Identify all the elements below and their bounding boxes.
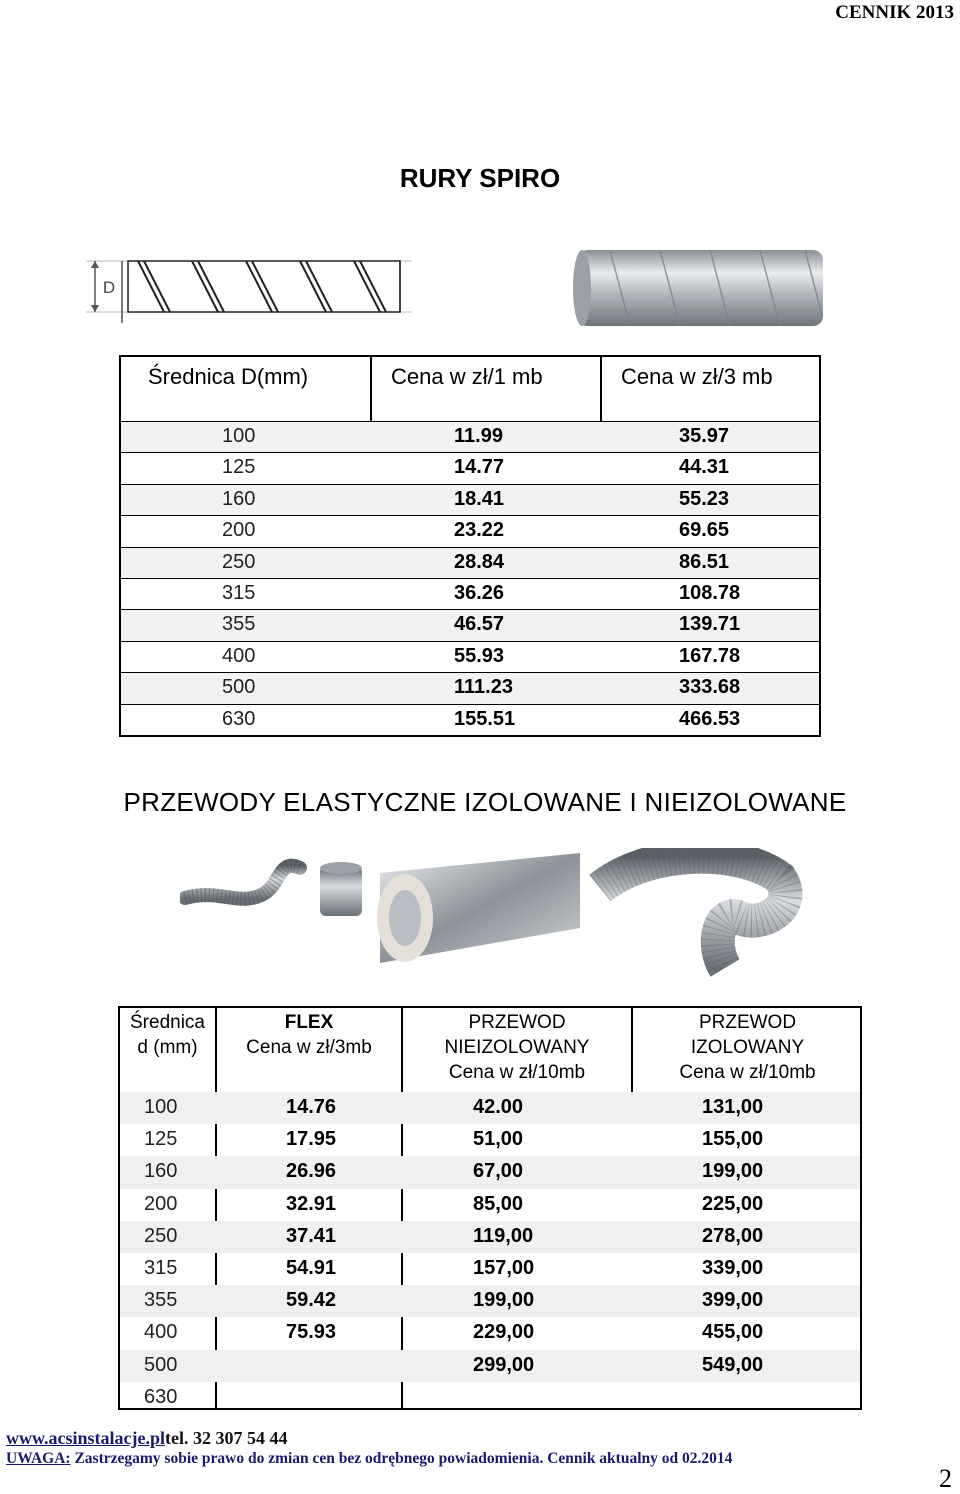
cell-diameter: 125 xyxy=(222,456,256,479)
cell-insulated: 399,00 xyxy=(702,1289,764,1312)
warning-text: Zastrzegamy sobie prawo do zmian cen bez odrębnego powiadomienia. Cennik aktualny od 02.2014 xyxy=(70,1450,733,1467)
cell-price-1mb: 46.57 xyxy=(454,613,505,636)
cell-diameter: 500 xyxy=(144,1353,178,1376)
table-body xyxy=(120,1092,860,1414)
warning-label: UWAGA: xyxy=(6,1450,71,1467)
cell-insulated: 225,00 xyxy=(702,1192,764,1215)
table-row xyxy=(121,421,819,452)
header-diameter: Średnica D(mm) xyxy=(148,364,309,389)
table-row xyxy=(120,1156,860,1188)
cell-diameter: 200 xyxy=(222,519,256,542)
header-uninsulated: PRZEWOD NIEIZOLOWANY Cena w zł/10mb xyxy=(444,1012,590,1083)
table-row xyxy=(120,1221,860,1253)
cell-uninsulated: 199,00 xyxy=(473,1289,535,1312)
table-row xyxy=(121,641,819,672)
cell-flex: 14.76 xyxy=(286,1096,337,1118)
cell-uninsulated: 42.00 xyxy=(473,1096,524,1118)
table-row xyxy=(120,1317,860,1349)
cell-price-1mb: 18.41 xyxy=(454,487,505,510)
table-row xyxy=(121,672,819,703)
cell-insulated: 199,00 xyxy=(702,1160,764,1183)
table-row xyxy=(121,484,819,515)
cell-price-3mb: 44.31 xyxy=(679,456,730,479)
table-row xyxy=(121,704,819,735)
phone-number: tel. 32 307 54 44 xyxy=(165,1428,288,1448)
cell-uninsulated: 119,00 xyxy=(473,1224,534,1247)
cell-diameter: 630 xyxy=(222,707,256,730)
cell-diameter: 355 xyxy=(144,1289,178,1312)
header-price-3mb: Cena w zł/3 mb xyxy=(621,364,773,389)
table-body xyxy=(121,421,819,735)
cell-price-3mb: 55.23 xyxy=(679,487,730,510)
header-price-1mb: Cena w zł/1 mb xyxy=(391,364,543,389)
cell-uninsulated: 67,00 xyxy=(473,1160,524,1183)
cell-diameter: 355 xyxy=(222,613,256,636)
cell-diameter: 125 xyxy=(144,1128,178,1151)
header-insulated: PRZEWOD IZOLOWANY Cena w zł/10mb xyxy=(679,1012,816,1083)
document-header: CENNIK 2013 xyxy=(835,2,954,23)
table-row xyxy=(121,578,819,609)
cell-flex: 32.91 xyxy=(286,1192,337,1215)
flexible-duct-price-table xyxy=(118,1006,862,1410)
cell-price-3mb: 86.51 xyxy=(679,550,730,573)
cell-price-3mb: 139.71 xyxy=(679,613,741,636)
cell-price-1mb: 36.26 xyxy=(454,581,505,604)
cell-diameter: 160 xyxy=(222,487,256,510)
table-row xyxy=(120,1350,860,1382)
website-link[interactable]: www.acsinstalacje.pl xyxy=(6,1428,165,1448)
table-header xyxy=(121,357,819,422)
cell-insulated: 131,00 xyxy=(702,1096,764,1118)
cell-diameter: 400 xyxy=(144,1321,178,1344)
column-divider xyxy=(600,357,602,422)
cell-uninsulated: 85,00 xyxy=(473,1192,524,1215)
section-title-flexible: PRZEWODY ELASTYCZNE IZOLOWANE I NIEIZOLOWANE xyxy=(123,787,847,817)
cell-price-3mb: 333.68 xyxy=(679,676,741,699)
cell-flex: 17.95 xyxy=(286,1128,337,1151)
cell-uninsulated: 299,00 xyxy=(473,1353,535,1376)
cell-diameter: 160 xyxy=(144,1160,178,1183)
cell-uninsulated: 229,00 xyxy=(473,1321,535,1344)
cell-flex: 54.91 xyxy=(286,1256,337,1279)
table-row xyxy=(120,1253,860,1285)
section-title-spiro: RURY SPIRO xyxy=(399,163,561,193)
cell-insulated: 339,00 xyxy=(702,1256,764,1279)
table-row xyxy=(121,547,819,578)
cell-price-3mb: 69.65 xyxy=(679,519,730,542)
cell-insulated: 455,00 xyxy=(702,1321,764,1344)
cell-insulated: 549,00 xyxy=(702,1353,764,1376)
column-divider xyxy=(370,357,372,422)
cell-price-1mb: 28.84 xyxy=(454,550,505,573)
flexible-ducts-photo xyxy=(180,848,820,978)
cell-diameter: 100 xyxy=(222,425,256,447)
cell-flex: 59.42 xyxy=(286,1289,337,1312)
cell-diameter: 250 xyxy=(144,1224,178,1247)
header-flex: FLEX Cena w zł/3mb xyxy=(246,1012,372,1058)
spiro-price-table xyxy=(119,355,821,737)
cell-flex: 26.96 xyxy=(286,1160,337,1183)
header-diameter: Średnica d (mm) xyxy=(130,1012,205,1058)
table-row xyxy=(120,1382,860,1414)
cell-price-1mb: 14.77 xyxy=(454,456,505,479)
page-number: 2 xyxy=(939,1464,952,1493)
footer-contact xyxy=(6,1428,287,1449)
cell-price-1mb: 155.51 xyxy=(454,707,516,730)
cell-diameter: 250 xyxy=(222,550,256,573)
cell-price-3mb: 466.53 xyxy=(679,707,741,730)
cell-uninsulated: 51,00 xyxy=(473,1128,524,1151)
cell-uninsulated: 157,00 xyxy=(473,1256,535,1279)
cell-price-1mb: 11.99 xyxy=(454,425,503,447)
cell-insulated: 155,00 xyxy=(702,1128,764,1151)
cell-price-3mb: 167.78 xyxy=(679,644,741,667)
cell-price-1mb: 23.22 xyxy=(454,519,505,542)
table-row xyxy=(120,1092,860,1124)
cell-price-3mb: 108.78 xyxy=(679,581,741,604)
cell-price-1mb: 111.23 xyxy=(454,676,513,699)
cell-price-1mb: 55.93 xyxy=(454,644,505,667)
cell-diameter: 630 xyxy=(144,1385,178,1408)
diagram-d-label: D xyxy=(102,278,116,297)
table-row xyxy=(120,1124,860,1156)
cell-flex: 75.93 xyxy=(286,1321,337,1344)
table-row xyxy=(121,452,819,483)
table-row xyxy=(121,515,819,546)
cell-diameter: 500 xyxy=(222,676,256,699)
cell-diameter: 315 xyxy=(222,581,256,604)
cell-diameter: 400 xyxy=(222,644,256,667)
spiro-pipe-diagram xyxy=(82,238,412,328)
cell-diameter: 315 xyxy=(144,1256,178,1279)
table-row xyxy=(121,609,819,640)
cell-diameter: 100 xyxy=(144,1096,178,1118)
cell-diameter: 200 xyxy=(144,1192,178,1215)
cell-price-3mb: 35.97 xyxy=(679,425,730,447)
footer-warning xyxy=(6,1450,732,1468)
spiro-pipe-photo xyxy=(570,245,830,330)
cell-flex: 37.41 xyxy=(286,1224,337,1247)
cell-insulated: 278,00 xyxy=(702,1224,764,1247)
table-row xyxy=(120,1285,860,1317)
table-row xyxy=(120,1189,860,1221)
